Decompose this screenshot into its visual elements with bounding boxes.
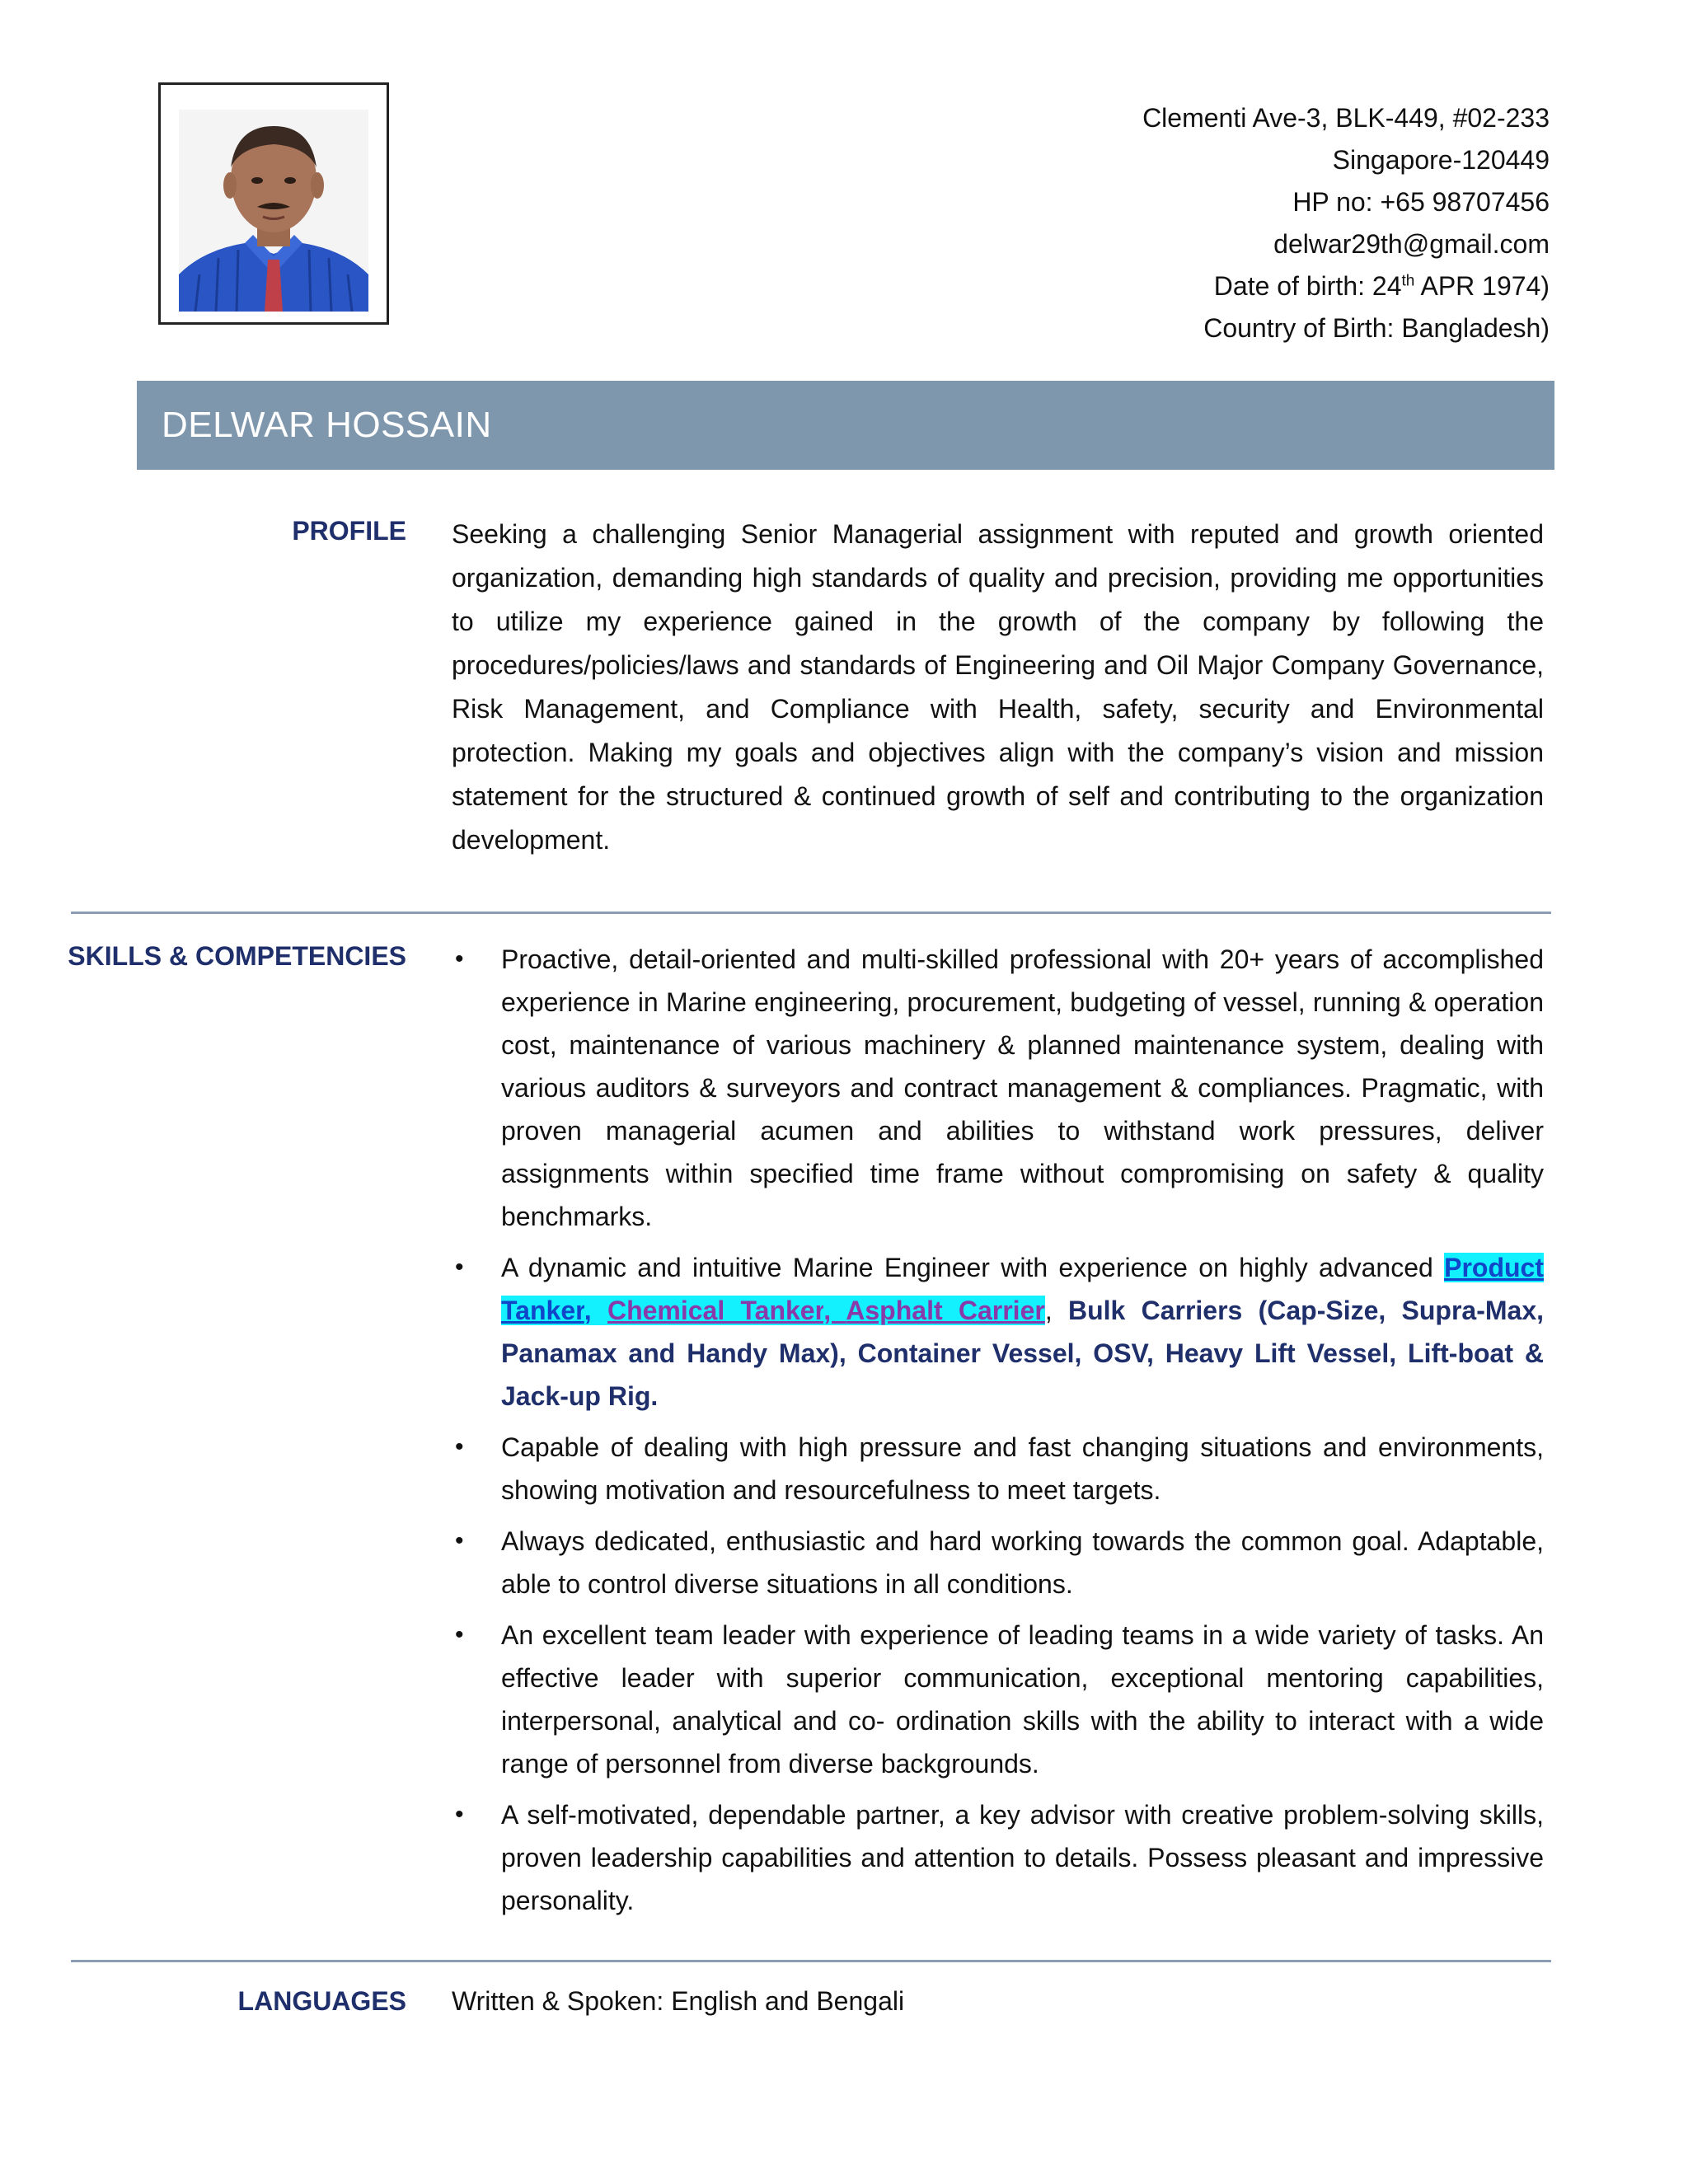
profile-photo xyxy=(158,82,389,325)
contact-info xyxy=(1142,97,1550,349)
name-banner xyxy=(137,381,1554,470)
profile-summary: Seeking a challenging Senior Managerial assignment with reputed and growth oriented organization, demanding high standards of quality and precision, providing me opportunities to utilize my experience gained in the growth of the company by following the procedures/policies/laws and standards of Engineering and Oil Major Company Governance, Risk Management, and Compliance with Health, safety, security and Environmental protection. Making my goals and objectives align with the company’s vision and mission statement for the structured & continued growth of self and contributing to the organization development. xyxy=(452,519,1544,855)
portrait-image xyxy=(179,110,368,312)
link-chemical-tanker[interactable]: Chemical Tanker xyxy=(607,1296,824,1325)
skills-heading: SKILLS & COMPETENCIES xyxy=(68,941,406,971)
dob-prefix: Date of birth: 24 xyxy=(1213,271,1402,301)
address-line-1: Clementi Ave-3, BLK-449, #02-233 xyxy=(1142,103,1550,133)
skill-text: Proactive, detail-oriented and multi-skilled professional with 20+ years of accomplished experience in Marine engineering, procurement, budgeting of vessel, running & operation cost, maintenance of various machinery & planned maintenance system, dealing with various auditors & surveyors and contract management & compliances. Pragmatic, with proven managerial acumen and abilities to withstand work pressures, deliver assignments within specified time frame without compromising on safety & quality benchmarks. xyxy=(501,944,1544,1231)
vessel-types: Bulk Carriers (Cap-Size, Supra-Max, Panamax and Handy Max), Container Vessel, OSV, Heavy Lift Vessel, Lift-boat & Jack-up Rig. xyxy=(501,1296,1545,1411)
dob-suffix: APR 1974) xyxy=(1414,271,1550,301)
skill-text: Capable of dealing with high pressure and fast changing situations and environments, showing motivation and resourcefulness to meet targets. xyxy=(501,1432,1544,1505)
bullet-icon: • xyxy=(455,1527,464,1554)
bullet-icon: • xyxy=(455,1621,464,1648)
list-item xyxy=(452,1426,1544,1511)
country-of-birth: Country of Birth: Bangladesh) xyxy=(1203,313,1550,343)
bullet-icon: • xyxy=(455,1433,464,1460)
list-item xyxy=(452,1520,1544,1605)
skill-text: A self-motivated, dependable partner, a key advisor with creative problem-solving skills, proven leadership capabilities and attention to details. Possess pleasant and impressive personality. xyxy=(501,1800,1544,1915)
skill-text: Always dedicated, enthusiastic and hard working towards the common goal. Adaptable, able to control diverse situations in all conditions. xyxy=(501,1526,1544,1599)
skills-list xyxy=(452,938,1544,1930)
email-address: delwar29th@gmail.com xyxy=(1273,229,1550,259)
skill-text: An excellent team leader with experience of leading teams in a wide variety of tasks. An effective leader with superior communication, exceptional mentoring capabilities, interpersonal, analytical and co- ordination skills with the ability to interact with a wide range of personnel from diverse backgrounds. xyxy=(501,1620,1544,1779)
list-item xyxy=(452,1246,1544,1418)
section-divider xyxy=(71,912,1551,914)
address-line-2: Singapore-120449 xyxy=(1332,145,1550,175)
phone-number: HP no: +65 98707456 xyxy=(1292,187,1550,217)
candidate-name: DELWAR HOSSAIN xyxy=(162,405,492,445)
link-separator: , xyxy=(823,1296,846,1325)
section-divider xyxy=(71,1960,1551,1962)
languages-heading: LANGUAGES xyxy=(237,1986,406,2016)
link-product-tanker[interactable]: Product Tanker xyxy=(501,1253,1544,1325)
bullet-icon: • xyxy=(455,1801,464,1828)
link-separator: , xyxy=(1044,1296,1068,1325)
dob-superscript: th xyxy=(1401,272,1415,290)
profile-heading: PROFILE xyxy=(292,516,406,546)
list-item xyxy=(452,938,1544,1238)
list-item xyxy=(452,1793,1544,1922)
link-separator: , xyxy=(584,1296,607,1325)
list-item xyxy=(452,1614,1544,1785)
skill-text-intro: A dynamic and intuitive Marine Engineer with experience on highly advanced xyxy=(501,1253,1445,1282)
bullet-icon: • xyxy=(455,1254,464,1281)
link-asphalt-carrier[interactable]: Asphalt Carrier xyxy=(846,1296,1045,1325)
bullet-icon: • xyxy=(455,945,464,972)
languages-text: Written & Spoken: English and Bengali xyxy=(452,1986,905,2016)
date-of-birth xyxy=(1142,265,1550,307)
